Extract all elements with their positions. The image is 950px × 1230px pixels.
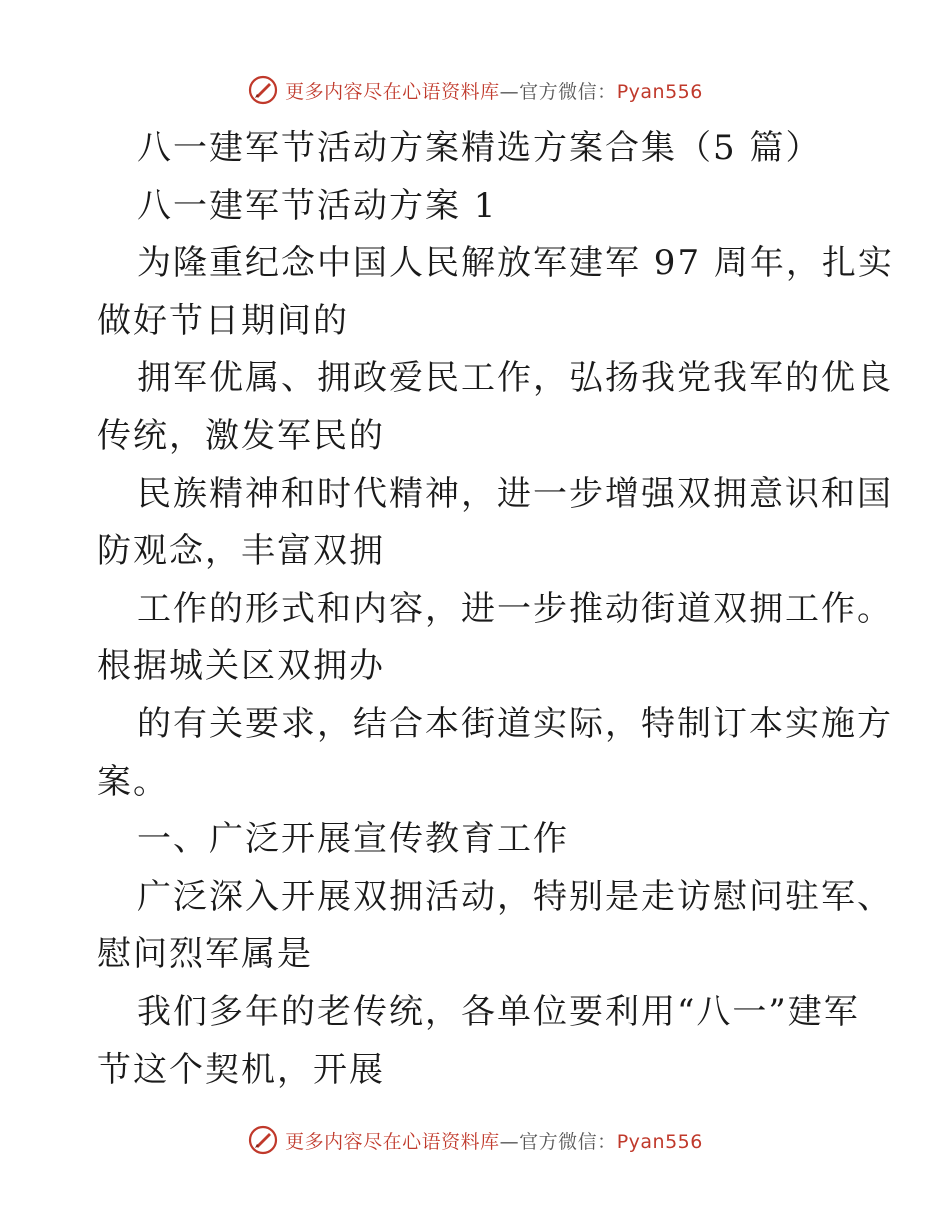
banner-site-text: 更多内容尽在心语资料库: [285, 1130, 500, 1153]
document-line: 八一建军节活动方案精选方案合集（5 篇）: [137, 128, 822, 168]
header-watermark-banner: [0, 70, 950, 110]
quill-logo-icon: [247, 1124, 279, 1156]
banner-dash: —: [499, 80, 520, 103]
document-line: 案。: [97, 761, 169, 802]
document-line: 我们多年的老传统，各单位要利用“八一”建军: [137, 991, 860, 1032]
document-line: 做好节日期间的: [97, 300, 349, 341]
document-line: 的有关要求，结合本街道实际，特制订本实施方: [137, 703, 893, 744]
quill-logo-icon: [247, 74, 279, 106]
banner-dash: —: [499, 1130, 520, 1153]
banner-wechat-label: 官方微信：: [519, 80, 617, 103]
banner-handle: Pyan556: [616, 1130, 703, 1153]
document-line: 八一建军节活动方案 1: [137, 185, 498, 226]
banner-wechat-label: 官方微信：: [519, 1130, 617, 1153]
banner-site-text: 更多内容尽在心语资料库: [285, 80, 500, 103]
document-line: 拥军优属、拥政爱民工作，弘扬我党我军的优良: [137, 358, 893, 399]
document-line: 民族精神和时代精神，进一步增强双拥意识和国: [137, 473, 893, 514]
document-line: 防观念，丰富双拥: [97, 531, 385, 572]
footer-watermark-banner: [0, 1120, 950, 1160]
document-line: 慰问烈军属是: [97, 934, 313, 975]
document-line: 工作的形式和内容，进一步推动街道双拥工作。: [137, 588, 893, 629]
document-line: 为隆重纪念中国人民解放军建军 97 周年，扎实: [137, 243, 894, 284]
document-line: 一、广泛开展宣传教育工作: [137, 819, 569, 860]
document-line: 传统，激发军民的: [97, 415, 385, 456]
document-body: [97, 120, 894, 1099]
banner-handle: Pyan556: [616, 80, 703, 103]
document-line: 节这个契机，开展: [97, 1049, 385, 1090]
document-line: 根据城关区双拥办: [97, 646, 385, 687]
document-line: 广泛深入开展双拥活动，特别是走访慰问驻军、: [137, 876, 893, 917]
